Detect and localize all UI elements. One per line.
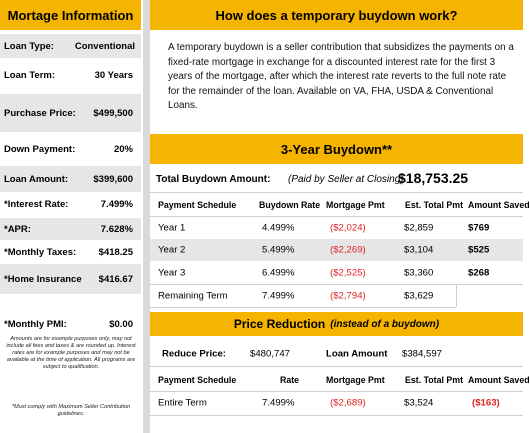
apr-row [0,218,141,240]
row-label: Loan Amount: [4,173,69,185]
reduction-table-row [150,392,523,414]
row-label: *Monthly PMI: [4,318,67,330]
col-header-mortgage-pmt: Mortgage Pmt [326,200,385,210]
reduce-price-value: $480,747 [250,348,291,360]
footnote-text: *Must comply with Maximum Seller Contribution guidelines. [11,404,131,417]
loan-term-row [0,62,141,88]
panel-divider [143,0,150,433]
col-header-mortgage-pmt: Mortgage Pmt [326,375,385,385]
row-value: 7.499% [100,198,133,210]
row-value: Conventional [74,40,135,52]
monthly-taxes-row [0,240,141,264]
rate-cell: 6.499% [262,267,295,279]
column-separator [456,284,457,307]
row-value: $416.67 [98,273,133,285]
row-label: *APR: [4,223,31,235]
buydown-table-row [150,285,523,307]
price-reduction-values [150,342,523,366]
row-value: 30 Years [94,69,133,81]
amount-saved-cell: $268 [468,267,490,279]
price-reduction-heading: Price Reduction [233,317,326,331]
row-separator [150,415,523,416]
amount-saved-cell: $525 [468,244,490,256]
schedule-cell: Year 3 [158,267,186,279]
total-pmt-cell: $3,629 [404,290,434,302]
buydown-table-row [150,217,523,239]
row-value: 7.628% [100,223,133,235]
row-separator [150,366,523,367]
buydown-table-row [150,262,523,284]
col-header-schedule: Payment Schedule [158,200,237,210]
buydown-table-header [150,194,530,216]
mortgage-pmt-cell: ($2,794) [330,290,366,302]
amount-saved-cell: $769 [468,222,490,234]
rate-cell: 4.499% [262,222,295,234]
row-value: $499,500 [93,107,133,119]
col-header-rate: Rate [280,375,300,385]
amount-saved-cell: ($163) [472,397,500,409]
total-buydown-note: (Paid by Seller at Closing) [288,174,404,185]
schedule-cell: Remaining Term [158,290,228,302]
buydown-table-row [150,239,523,261]
mortgage-pmt-cell: ($2,269) [330,244,366,256]
down-payment-row [0,136,141,162]
monthly-pmi-row [0,314,141,334]
total-pmt-cell: $3,524 [404,397,434,409]
buydown-description: A temporary buydown is a seller contribution that subsidizes the payments on a fixed-rate mortgage in exchange for a discounted interest rate for the first 3 years of the mortgage, after which the interest rate reverts to the full note rate for the remainder of the loan. Available on VA, FHA, USDA & Conventional Loans. [168,42,514,111]
col-header-total-pmt: Est. Total Pmt [405,200,463,210]
row-separator [150,284,523,285]
loan-amount-row [0,166,141,192]
row-value: $399,600 [93,173,133,185]
row-label: *Interest Rate: [4,198,69,210]
home-insurance-row [0,264,141,294]
loan-type-row [0,34,141,58]
disclaimer-text: Amounts are for example purposes only, may not include all fees and taxes & are rounded up. Interest rates are for example purposes and may not be available at the time of application. All programs are subject to qualification. [6,336,136,370]
reduction-table-header [150,369,530,391]
purchase-price-row [0,94,141,132]
mortgage-pmt-cell: ($2,525) [330,267,366,279]
three-year-buydown-title: 3-Year Buydown** [150,134,523,164]
row-label: Loan Type: [4,40,54,52]
col-header-total-pmt: Est. Total Pmt [405,375,463,385]
col-header-amount-saved: Amount Saved [468,375,530,385]
row-label: Loan Term: [4,69,56,81]
row-value: $0.00 [109,318,133,330]
interest-rate-row [0,192,141,216]
price-reduction-title [150,312,523,336]
mortgage-pmt-cell: ($2,024) [330,222,366,234]
row-label: Down Payment: [4,143,76,155]
row-label: Purchase Price: [4,107,76,119]
buydown-panel [150,0,530,433]
schedule-cell: Year 2 [158,244,186,256]
reduce-price-label: Reduce Price: [162,348,226,360]
row-separator [150,307,456,308]
buydown-explainer-title: How does a temporary buydown work? [150,0,523,30]
col-header-amount-saved: Amount Saved [468,200,530,210]
mortgage-info-panel [0,0,141,433]
row-label: *Monthly Taxes: [4,246,77,258]
rate-cell: 5.499% [262,244,295,256]
schedule-cell: Year 1 [158,222,186,234]
mortgage-pmt-cell: ($2,689) [330,397,366,409]
total-pmt-cell: $2,859 [404,222,434,234]
total-buydown-amount: $18,753.25 [398,170,469,186]
row-label: *Home Insurance [4,273,82,285]
col-header-schedule: Payment Schedule [158,375,237,385]
rate-cell: 7.499% [262,290,295,302]
price-reduction-subtitle: (instead of a buydown) [330,318,440,330]
row-value: $418.25 [98,246,133,258]
loan-amount-label: Loan Amount [326,348,388,360]
total-buydown-label: Total Buydown Amount: [156,174,271,185]
row-value: 20% [113,143,133,155]
total-pmt-cell: $3,104 [404,244,434,256]
row-separator [150,216,523,217]
schedule-cell: Entire Term [158,397,207,409]
total-pmt-cell: $3,360 [404,267,434,279]
mortgage-info-title: Mortage Information [0,0,141,30]
col-header-rate: Buydown Rate [259,200,321,210]
loan-amount-value: $384,597 [402,348,443,360]
total-buydown-row [150,168,523,192]
row-separator [150,192,523,193]
rate-cell: 7.499% [262,397,295,409]
